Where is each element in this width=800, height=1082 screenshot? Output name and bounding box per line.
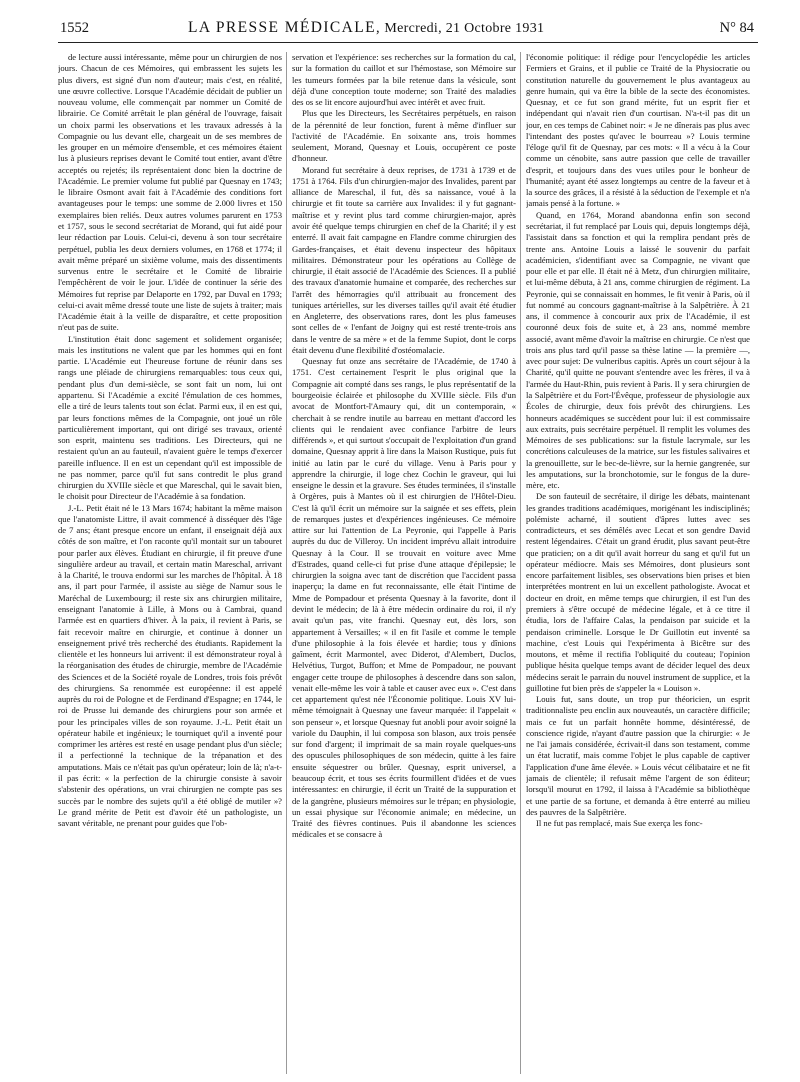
column-rule xyxy=(520,52,521,1074)
issue-number: N° 84 xyxy=(719,20,754,36)
page-number: 1552 xyxy=(60,20,89,36)
paragraph: Quand, en 1764, Morand abandonna enfin son second secrétariat, il fut remplacé par Louis qui, depuis longtemps déjà, l'assistait dans sa fonction et qui la remplira pendant près de trente ans. Antoine Louis a laissé le souvenir du parfait académicien, s'identifiant avec sa Compagnie, ne vivant que pour elle et par elle. Il était né à Metz, d'un chirurgien militaire, et lui-même débuta, à 21 ans, comme chirurgien de régiment. La Peyronie, qui se connaissait en hommes, le fit venir à Paris, où il fut nommé au concours gagnant-maîtrise à la Salpêtrière. À 21 ans, il commence à concourir aux prix de l'Académie, il est couronné deux fois de suite et, à 23 ans, nommé membre associé, avant même d'avoir la maîtrise en chirurgie. Ce n'est que trois ans plus tard qu'il passe sa thèse latine — la première —, avec pour sujet: De vulneribus capitis. Après un court séjour à la Charité, qu'il quitte ne pouvant s'entendre avec les frères, il va à l'armée du Haut-Rhin, puis revient à Paris. Il y sera chirurgien de la Salpêtrière et du Fort-l'Évêque, professeur de physiologie aux Écoles de chirurgie, deux fois prévôt des chirurgiens. Les honneurs académiques se succèdent pour lui: il est commissaire aux extraits, puis secrétaire perpétuel. Il remplit les volumes des Mémoires de ses publications: sur la fistule lacrymale, sur les concrétions calculeuses de la matrice, sur les fistules salivaires et la grenouillette, sur le bec-de-lièvre, sur la hernie gangrenée, sur les amputations, sur la bronchotomie, sur le fongus de la dure-mère, etc. xyxy=(526,209,750,491)
text-column-2 xyxy=(292,52,516,1076)
journal-name: LA PRESSE MÉDICALE xyxy=(188,19,376,36)
paragraph: l'économie politique: il rédige pour l'encyclopédie les articles Fermiers et Grains, et il publie ce Traité de la Physiocratie ou constitution naturelle du gouvernement le plus avantageux au genre humain, qui va être la bible de la secte des économistes. Quesnay, et ce fut son grand mérite, fut un esprit fier et indépendant qui n'avait rien d'un courtisan. N'a-t-il pas dit un jour, en ces temps de Cabinet noir: « Je ne dînerais pas plus avec l'intendant des postes qu'avec le bourreau »? Louis termine l'éloge qu'il fit de Quesnay, par ces mots: « Il a vécu à la Cour comme un cénobite, sans autre passion que celle de travailler d'esprit, et toujours dans des vues utiles pour le bonheur de l'humanité; ayant été assez longtemps au centre de la faveur et à la source des grâces, il a résisté à la séduction de l'exemple et n'a jamais pensé à la fortune. » xyxy=(526,52,750,209)
text-column-1 xyxy=(58,52,282,1076)
paragraph: servation et l'expérience: ses recherches sur la formation du cal, sur la formation du caillot et sur l'hémostase, son Mémoire sur les tumeurs formées par la bile retenue dans la vésicule, sont déjà d'une conception toute moderne; son Traité des maladies des os se lit encore aujourd'hui avec intérêt et avec fruit. xyxy=(292,52,516,108)
journal-title: LA PRESSE MÉDICALE, Mercredi, 21 Octobre 1931 xyxy=(188,19,545,36)
paragraph: J.-L. Petit était né le 13 Mars 1674; habitant la même maison que l'anatomiste Littre, il avait commencé à disséquer dès l'âge de 7 ans; étant presque encore un enfant, il enseignait déjà aux côtés de son maître, et l'on raconte qu'il montait sur un tabouret pour parler aux élèves. Étudiant en chirurgie, il fit preuve d'une singulière ardeur au travail, et certain matin Mareschal, arrivant à la Charité, le trouva endormi sur les marches de l'hôpital. À 18 ans, il part pour l'armée, il assiste au siège de Namur sous le Maréchal de Luxembourg; il reste six ans chirurgien militaire, enseignant l'anatomie à Lille, à Mons ou à Cambrai, quand l'armée est en quartiers d'hiver. À la paix, il revient à Paris, se fait recevoir maître en chirurgie, et continue à donner un enseignement privé très recherché des étudiants. Rapidement la clientèle et les honneurs lui arrivent: il est démonstrateur royal à la réorganisation des études de chirurgie, membre de l'Académie des Sciences et de la Société royale de Londres, trois fois prévôt des chirurgiens. Sa renommée est européenne: il est appelé auprès du roi de Pologne et de Ferdinand d'Espagne; en 1744, le roi de Prusse lui demande des chirurgiens pour son armée et pour les principales villes de son royaume. J.-L. Petit était un opérateur habile et ingénieux; le tourniquet qu'il a inventé pour comprimer les artères est resté en usage pendant plus d'un siècle; il a perfectionné la technique de la trépanation et des amputations. Mais ce n'était pas qu'un opérateur; loin de là; n'a-t-il pas écrit: « la perfection de la chirurgie consiste à savoir s'abstenir des opérations, un vrai chirurgien ne compte pas ses succès par le nombre des sujets qu'il a été obligé de mutiler »? Le grand mérite de Petit est d'avoir été un pathologiste, un savant véritable, ne prenant pour guides que l'ob- xyxy=(58,502,282,829)
paragraph: Louis fut, sans doute, un trop pur théoricien, un esprit traditionnaliste peu enclin aux nouveautés, un caractère difficile; mais ce fut un parfait honnête homme, désintéressé, de conscience rigide, n'ayant d'autre passion que la chirurgie: « Je ne l'ai jamais considérée, écrivait-il dans son testament, comme un état lucratif, mais comme l'objet le plus capable de captiver l'application d'une âme élevée. » Louis vécut célibataire et ne fit jamais de clientèle; il refusait même l'argent de son éditeur; lorsqu'il mourut en 1792, il laissa à l'Académie sa bibliothèque et une partie de sa fortune, et demanda à être enterré au milieu des pauvres de la Salpêtrière. xyxy=(526,694,750,817)
text-column-3 xyxy=(526,52,750,1076)
issue-date: Mercredi, 21 Octobre 1931 xyxy=(384,21,545,36)
running-header xyxy=(58,12,758,43)
paragraph: Quesnay fut onze ans secrétaire de l'Académie, de 1740 à 1751. C'est certainement l'esprit le plus original que la Compagnie ait compté dans ses rangs, le plus représentatif de la bourgeoisie éclairée et philosophe du XVIIIe siècle. Fils d'un avocat de Montfort-l'Amaury qui, dit un contemporain, « cherchait à se rendre inutile au barreau en mettant d'accord les clients qui le rendaient avec confiance l'arbitre de leurs différends », et qui surtout s'occupait de l'exploitation d'un grand domaine, Quesnay apprit à lire dans la Maison Rustique, puis fut initié au latin par le curé du village. Venu à Paris pour y apprendre la chirurgie, il loge chez Cochin le graveur, qui lui enseigne le dessin et la gravure. Ses études terminées, il s'installe à Orgères, puis à Mantes où il est chirurgien de l'Hôtel-Dieu. C'est là qu'il écrit un mémoire sur la saignée et ses effets, plein de remarques justes et d'expériences ingénieuses. Ce mémoire attire sur lui l'attention de La Peyronie, qui l'appelle à Paris auprès du duc de Villeroy. Un incident imprévu allait introduire Quesnay à la Cour. Il se trouvait en voiture avec Mme d'Estrades, quand celle-ci fut prise d'une attaque d'épilepsie; le chirurgien la soigna avec tant de discrétion que l'accident passa inaperçu; la dame en fut reconnaissante, elle était l'intime de Mme de Pompadour et présenta Quesnay à la favorite, dont il devint le médecin; de là à être médecin ordinaire du roi, il n'y avait qu'un pas, vite franchi. Quesnay eut, dès lors, son appartement à Versailles; « il en fit l'asile et comme le temple d'une philosophie à la fois élevée et hardie; tous y dînions gaîment, écrit Marmontel, avec Diderot, d'Alembert, Duclos, Helvétius, Turgot, Buffon; et Mme de Pompadour, ne pouvant engager cette troupe de philosophes à descendre dans son salon, venait elle-même les voir à table et causer avec eux ». C'est dans cet appartement qu'est née l'Économie politique. Louis XV lui-même témoignait à Quesnay une faveur marquée: il l'appelait « son penseur », et lorsque Quesnay fut anobli pour avoir soigné la variole du Dauphin, il lui composa son blason, aux trois pensée sur fond d'argent; il imprimait de sa main royale quelques-uns des opuscules philosophiques de son médecin, quitte à les faire ensuite séquestrer ou brûler. Quesnay, esprit universel, a beaucoup écrit, et tous ses écrits fourmillent d'idées et de vues intéressantes: en chirurgie, il écrit un Traité de la suppuration et de la gangrène, plusieurs mémoires sur le trépan; en physiologie, un essai physique sur l'économie animale; en médecine, un Traité des fièvres continues. Puis il abandonne les sciences médicales et se consacre à xyxy=(292,356,516,840)
paragraph: de lecture aussi intéressante, même pour un chirurgien de nos jours. Chacun de ces Mémoires, qui embrassent les sujets les plus divers, est signé d'un nom d'auteur; mais c'est, en réalité, une œuvre collective. Lorsque l'Académie décidait de publier un nouveau volume, elle commençait par nommer un Comité de librairie. Ce Comité arrêtait le plan général de l'ouvrage, faisait un choix parmi les observations et les travaux adressés à la Compagnie ou lus devant elle, chargeait un de ses membres de les grouper en un mémoire d'ensemble, et ces mémoires étaient lus à plusieurs reprises devant le Comité tout entier, avant d'être acceptés ou rejetés; ils représentaient donc bien la doctrine de l'Académie. Le premier volume fut publié par Quesnay en 1743; le libraire Osmont avait fait à l'Académie des conditions fort avantageuses pour le temps: une somme de 2.000 livres et 150 exemplaires bien reliés. Deux autres volumes parurent en 1753 et 1757, sous le second secrétariat de Morand, qui fut aidé pour leur rédaction par Louis. Celui-ci, devenu à son tour secrétaire perpétuel, publia les deux derniers volumes, en 1768 et 1774; il avait même préparé un sixième volume, mais des dissentiments survenus entre le secrétaire et le Comité de librairie l'empêchèrent de voir le jour. L'idée de continuer la série des Mémoires fut reprise par Delaporte en 1792, par Duval en 1793; celui-ci avait même dressé toute une liste de sujets à traiter; mais l'Académie était à la veille de disparaître, et cette proposition n'eut pas de suite. xyxy=(58,52,282,333)
paragraph: Plus que les Directeurs, les Secrétaires perpétuels, en raison de la pérennité de leur fonction, furent à même d'influer sur l'activité de l'Académie. En soixante ans, trois hommes seulement, Morand, Quesnay et Louis, occupèrent ce poste d'honneur. xyxy=(292,108,516,164)
paragraph: Morand fut secrétaire à deux reprises, de 1731 à 1739 et de 1751 à 1764. Fils d'un chirurgien-major des Invalides, parent par alliance de Mareschal, il fut, dès sa naissance, voué à la chirurgie et fit toute sa carrière aux Invalides: il y fut gagnant-maîtrise et y revint plus tard comme chirurgien-major, après avoir été quelque temps chirurgien en chef de la Charité; il y est enterré. Il avait fait campagne en Flandre comme chirurgien des Gardes-françaises, et était devenu inspecteur des hôpitaux militaires. Démonstrateur pour les opérations au Collège de chirurgie, il était associé de l'Académie des Sciences. Il a publié des travaux d'anatomie humaine et comparée, des recherches sur l'arrêt des hémorragies qu'il attribuait au froncement des tuniques artérielles, sur les diverses tailles qu'il avait été étudier en Angleterre, des observations rares, dont les plus fameuses sont celles de « l'enfant de Joigny qui est resté trente-trois ans dans le ventre de sa mère » et de la femme Supiot, dont le corps était devenu d'une flexibilité d'ostéomalacie. xyxy=(292,164,516,355)
column-rule xyxy=(286,52,287,1074)
paragraph: L'institution était donc sagement et solidement organisée; mais les institutions ne valent que par les hommes qui en font partie. L'Académie eut l'heureuse fortune de réunir dans ses rangs une pléiade de chirurgiens remarquables: tous ceux qui, pendant plus d'un demi-siècle, se sont fait un nom, lui ont appartenu. Si l'Académie a excité l'émulation de ces hommes, elle a tiré de leurs talents tout son éclat. Parmi eux, il en est qui, par leurs fonctions mêmes de la Compagnie, ont joué un rôle particulièrement important, qui ont dirigé ses travaux, orienté son esprit, maintenu ses traditions. Les Directeurs, qui ne restaient qu'un an au fauteuil, n'avaient guère le temps d'exercer pareille influence. Il en est un cependant qu'il est impossible de ne pas nommer, parce qu'il fut sans contredit le plus grand chirurgien du XVIIIe siècle et que Mareschal, qui le savait bien, le choisit pour Directeur de l'Académie à sa fondation. xyxy=(58,333,282,502)
paragraph: De son fauteuil de secrétaire, il dirige les débats, maintenant les grandes traditions académiques, morigénant les indisciplinés; polémiste acharné, il soutient d'âpres luttes avec ses contradicteurs, et ses démêlés avec Lecat et son gendre David restent légendaires. C'était un grand érudit, plus savant peut-être que praticien; on a dit qu'il avait horreur du sang et qu'il fut un opérateur médiocre. Mais ses Mémoires, dont plusieurs sont encore parfaitement lisibles, ses observations bien prises et bien interprétées montrent en lui un excellent pathologiste. Avocat et docteur en droit, en même temps que chirurgien, il est l'un des premiers à s'être occupé de médecine légale, et à ce titre il étudia, lors de l'affaire Calas, la pendaison par suicide et la pendaison criminelle. Lorsque le Dr Guillotin eut inventé sa machine, c'est Louis qui l'expérimenta à Bicêtre sur des moutons, et même il rectifia l'obliquité du couteau; l'opinion publique hésita quelque temps avant de décider lequel des deux médecins serait le parrain du nouvel instrument de supplice, et la guillotine fut bien près de s'appeler la « Louison ». xyxy=(526,491,750,693)
paragraph: Il ne fut pas remplacé, mais Sue exerça les fonc- xyxy=(536,818,703,829)
